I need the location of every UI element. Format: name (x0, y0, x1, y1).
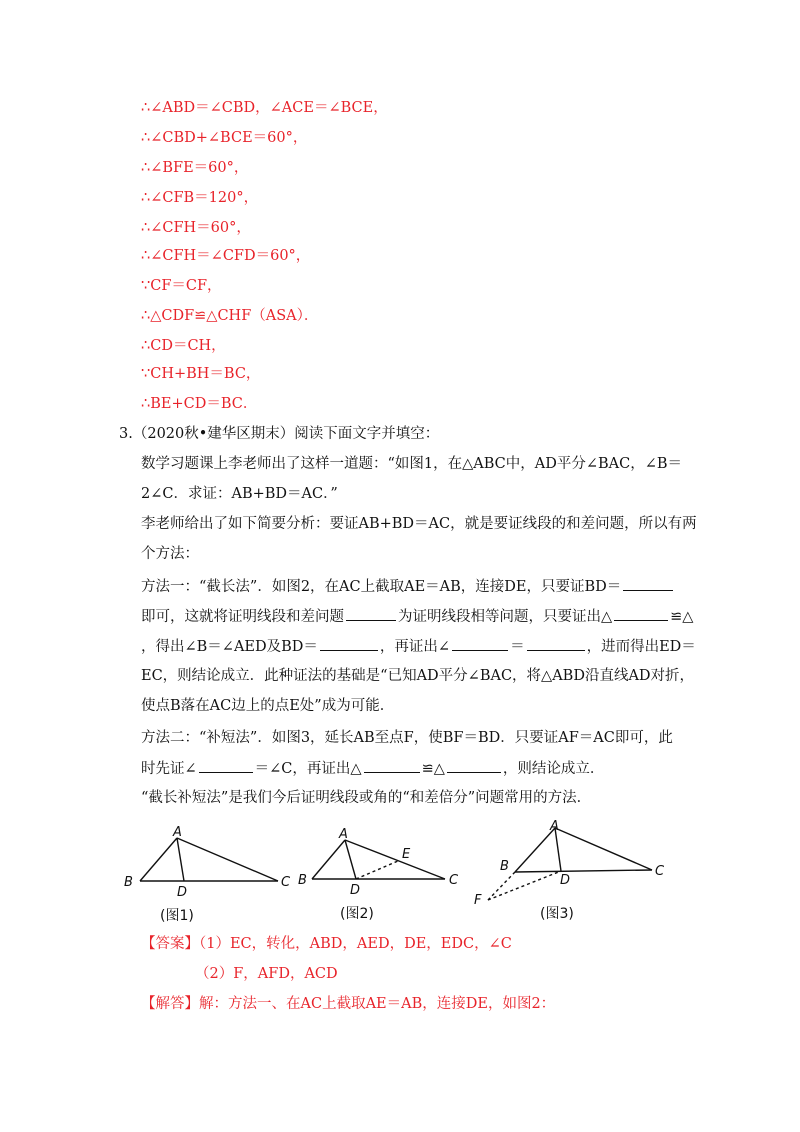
blank-8[interactable] (364, 758, 420, 773)
method1-line-e: 使点B落在AC边上的点E处”成为可能． (141, 698, 395, 714)
method1-a-text: 方法一：“截长法”．如图2，在AC上截取AE＝AB，连接DE，只要证BD＝ (141, 579, 622, 595)
proof-line-11: ∴BE+CD＝BC． (141, 396, 258, 412)
blank-3[interactable] (614, 606, 668, 621)
problem-para-1b: 2∠C．求证：AB+BD＝AC．” (141, 486, 338, 502)
method2-b-text-2: ＝∠C，再证出△ (254, 761, 362, 777)
fig2-label-a: A (339, 827, 348, 842)
fig3-label-b: B (500, 859, 509, 874)
answer-part-1: （1）EC，转化，ABD，AED，DE，EDC，∠C (199, 936, 512, 952)
problem-header (119, 424, 439, 444)
fig1-side-ab (140, 838, 177, 881)
fig3-label-f: F (474, 893, 482, 908)
fig1-side-ac (177, 838, 278, 881)
fig2-label-c: C (449, 873, 459, 888)
fig2-bisector-ad (345, 840, 356, 879)
problem-number: 3. (119, 426, 133, 442)
proof-line-10: ∵CH+BH＝BC， (141, 366, 261, 382)
answer-line-1 (141, 934, 512, 954)
method1-c-text-3: ＝ (510, 639, 525, 655)
proof-line-3: ∴∠BFE＝60°， (141, 160, 249, 176)
fig1-caption: (图1) (160, 908, 194, 924)
method2-b-text-4: ，则结论成立． (502, 761, 605, 777)
blank-9[interactable] (447, 758, 501, 773)
blank-2[interactable] (346, 606, 396, 621)
problem-para-2a: 李老师给出了如下简要分析：要证AB+BD＝AC，就是要证线段的和差问题，所以有两 (141, 516, 697, 532)
figure-2 (298, 826, 468, 926)
method2-b-text-3: ≌△ (421, 761, 445, 777)
blank-7[interactable] (199, 758, 253, 773)
fig2-caption: (图2) (340, 906, 374, 922)
method2-b-text-1: 时先证∠ (141, 761, 197, 777)
method1-line-c (141, 636, 696, 657)
fig3-side-bc (515, 870, 652, 872)
summary-line: “截长补短法”是我们今后证明线段或角的“和差倍分”问题常用的方法． (141, 790, 592, 806)
fig3-caption: (图3) (540, 906, 574, 922)
method2-line-b (141, 758, 604, 779)
fig1-bisector-ad (177, 838, 184, 881)
solution-line (141, 994, 555, 1014)
problem-source: （2020秋•建华区期末）阅读下面文字并填空： (132, 426, 440, 442)
method1-line-d: EC，则结论成立．此种证法的基础是“已知AD平分∠BAC，将△ABD沿直线AD对折， (141, 668, 695, 684)
method2-line-a: 方法二：“补短法”．如图3，延长AB至点F，使BF＝BD．只要证AF＝AC即可，此 (141, 730, 673, 746)
fig2-label-e: E (402, 847, 411, 862)
fig2-label-d: D (350, 883, 361, 898)
fig1-label-b: B (124, 875, 133, 890)
proof-line-5: ∴∠CFH＝60°， (141, 220, 251, 236)
method1-b-text-1: 即可，这就将证明线段和差问题 (141, 609, 344, 625)
blank-5[interactable] (452, 636, 508, 651)
fig3-dashed-fd (488, 871, 561, 900)
fig3-side-ac (555, 828, 652, 870)
proof-line-7: ∵CF＝CF， (141, 278, 222, 294)
fig3-label-a: A (550, 819, 559, 834)
method1-b-text-3: ≌△ (670, 609, 694, 625)
method1-c-text-4: ，进而得出ED＝ (586, 639, 696, 655)
method1-c-text-1: ，得出∠B＝∠AED及BD＝ (141, 639, 318, 655)
fig2-side-ac (345, 840, 445, 879)
figure-3 (470, 818, 670, 922)
proof-line-4: ∴∠CFB＝120°， (141, 190, 259, 206)
problem-para-2b: 个方法： (141, 546, 199, 562)
fig2-dashed-de (356, 861, 398, 879)
solution-tag: 【解答】 (141, 996, 199, 1012)
fig1-label-a: A (173, 825, 182, 840)
proof-line-9: ∴CD＝CH， (141, 338, 226, 354)
fig3-label-d: D (560, 873, 571, 888)
fig1-label-c: C (281, 875, 291, 890)
method1-b-text-2: 为证明线段相等问题，只要证出△ (398, 609, 613, 625)
fig1-label-d: D (177, 885, 188, 900)
fig3-dashed-bf (488, 872, 515, 900)
fig3-side-ab (515, 828, 555, 872)
figure-1 (120, 826, 300, 926)
blank-1[interactable] (623, 576, 673, 591)
method1-c-text-2: ，再证出∠ (379, 639, 451, 655)
answer-line-2: （2）F，AFD，ACD (195, 966, 338, 982)
answer-tag: 【答案】 (141, 936, 199, 952)
method1-line-a (141, 576, 675, 597)
problem-para-1a: 数学习题课上李老师出了这样一道题：“如图1，在△ABC中，AD平分∠BAC，∠B＝ (141, 456, 683, 472)
proof-line-1: ∴∠ABD＝∠CBD，∠ACE＝∠BCE， (141, 100, 388, 116)
method1-line-b (141, 606, 693, 627)
fig2-side-ab (312, 840, 345, 879)
blank-6[interactable] (527, 636, 585, 651)
fig3-bisector-ad (555, 828, 561, 871)
proof-line-6: ∴∠CFH＝∠CFD＝60°， (141, 248, 311, 264)
proof-line-8: ∴△CDF≌△CHF（ASA）． (141, 308, 319, 324)
proof-line-2: ∴∠CBD+∠BCE＝60°， (141, 130, 308, 146)
fig3-label-c: C (655, 864, 665, 879)
solution-text: 解：方法一、在AC上截取AE＝AB，连接DE，如图2： (199, 996, 556, 1012)
blank-4[interactable] (320, 636, 378, 651)
fig2-label-b: B (298, 873, 307, 888)
